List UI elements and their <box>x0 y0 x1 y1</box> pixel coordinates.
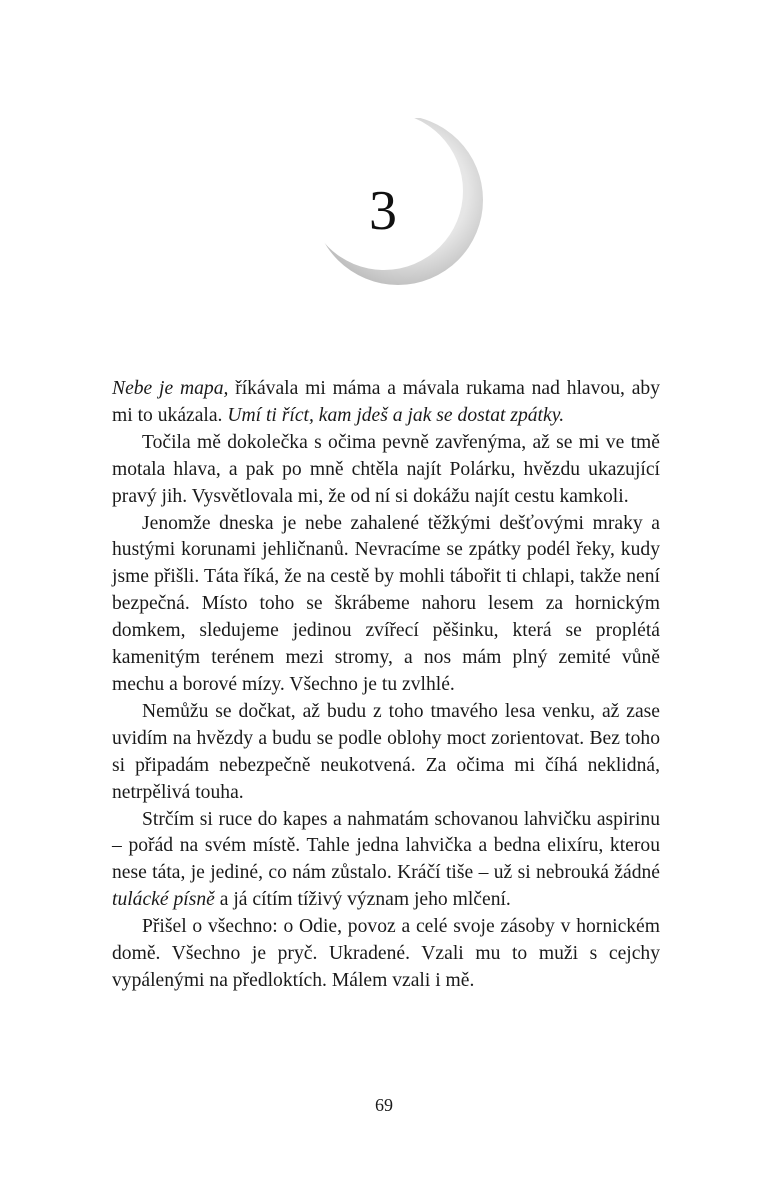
italic-text: Umí ti říct, kam jdeš a jak se dostat zpátky. <box>227 404 565 426</box>
paragraph <box>112 699 660 807</box>
paragraph <box>112 807 660 915</box>
text-segment: Přišel o všechno: o Odie, povoz a celé svoje zásoby v hornickém domě. Všechno je pryč. Ukradené. Vzali mu to muži s cejchy vypálenými na předloktích. Málem vzali i mě. <box>112 916 660 991</box>
text-segment: říkávala mi máma a mávala rukama nad hlavou, aby mi to ukázala. <box>112 378 660 426</box>
italic-text: tulácké písně <box>112 889 215 911</box>
text-segment: Nemůžu se dočkat, až budu z toho tmavého lesa venku, až zase uvidím na hvězdy a budu se podle oblohy moct zorientovat. Bez toho si připadám nebezpečně neukotvená. Za očima mi číhá neklidná, netrpělivá touha. <box>112 700 660 803</box>
text-segment: Točila mě dokolečka s očima pevně zavřenýma, až se mi ve tmě motala hlava, a pak po mně chtěla najít Polárku, hvězdu ukazující pravý jih. Vysvětlovala mi, že od ní si dokážu najít cestu kamkoli. <box>112 431 660 507</box>
paragraph <box>112 511 660 699</box>
text-segment: Jenomže dneska je nebe zahalené těžkými dešťovými mraky a hustými korunami jehličnanů. Nevracíme se zpátky podél řeky, kudy jsme přišli. Táta říká, že na cestě by mohli tábořit ti chlapi, takže není bezpečná. Místo toho se škrábeme nahoru lesem za hornickým domkem, sledujeme jedinou zvířecí pěšinku, která se proplétá kamenitým terénem mezi stromy, a nos mám plný zemité vůně mechu a borové mízy. Všechno je tu zvlhlé. <box>112 512 660 695</box>
chapter-number: 3 <box>369 180 397 242</box>
paragraph <box>112 430 660 511</box>
text-segment: a já cítím tíživý význam jeho mlčení. <box>214 889 511 911</box>
italic-text: Nebe je mapa, <box>112 378 229 399</box>
paragraph <box>112 376 660 430</box>
page-number: 69 <box>375 1095 393 1115</box>
text-segment: Strčím si ruce do kapes a nahmatám schovanou lahvičku aspirinu – pořád na svém místě. Tahle jedna lahvička a bedna elixíru, kterou nese táta, je jediné, co nám zůstalo. Kráčí tiše – už si nebrouká žádné <box>112 808 660 884</box>
paragraph <box>112 914 660 995</box>
chapter-text <box>112 376 660 995</box>
